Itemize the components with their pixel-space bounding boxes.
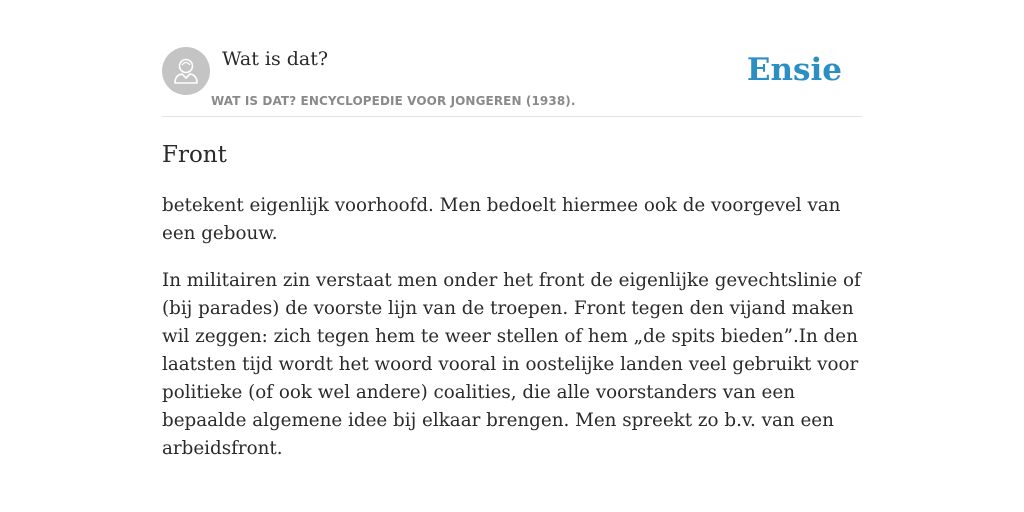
article-paragraph: betekent eigenlijk voorhoofd. Men bedoelt hiermee ook de voorgevel van een gebouw. bbox=[162, 195, 841, 244]
author-name[interactable]: Wat is dat? bbox=[222, 48, 329, 70]
user-icon[interactable] bbox=[162, 47, 210, 95]
source-label[interactable]: WAT IS DAT? ENCYCLOPEDIE VOOR JONGEREN (1938). bbox=[211, 94, 576, 108]
ensie-logo[interactable]: Ensie bbox=[746, 52, 842, 88]
article-header bbox=[162, 46, 862, 117]
article-title: Front bbox=[162, 142, 227, 168]
article-paragraph: In militairen zin verstaat men onder het front de eigenlijke gevechtslinie of (bij parades) de voorste lijn van de troepen. Front tegen den vijand maken wil zeggen: zich tegen hem te weer stellen of hem „de spits bieden”.In den laatsten tijd wordt het woord vooral in oostelijke landen veel gebruikt voor politieke (of ook wel andere) coalities, die alle voorstanders van een bepaalde algemene idee bij elkaar brengen. Men spreekt zo b.v. van een arbeidsfront. bbox=[162, 270, 861, 459]
article-body bbox=[162, 192, 862, 482]
